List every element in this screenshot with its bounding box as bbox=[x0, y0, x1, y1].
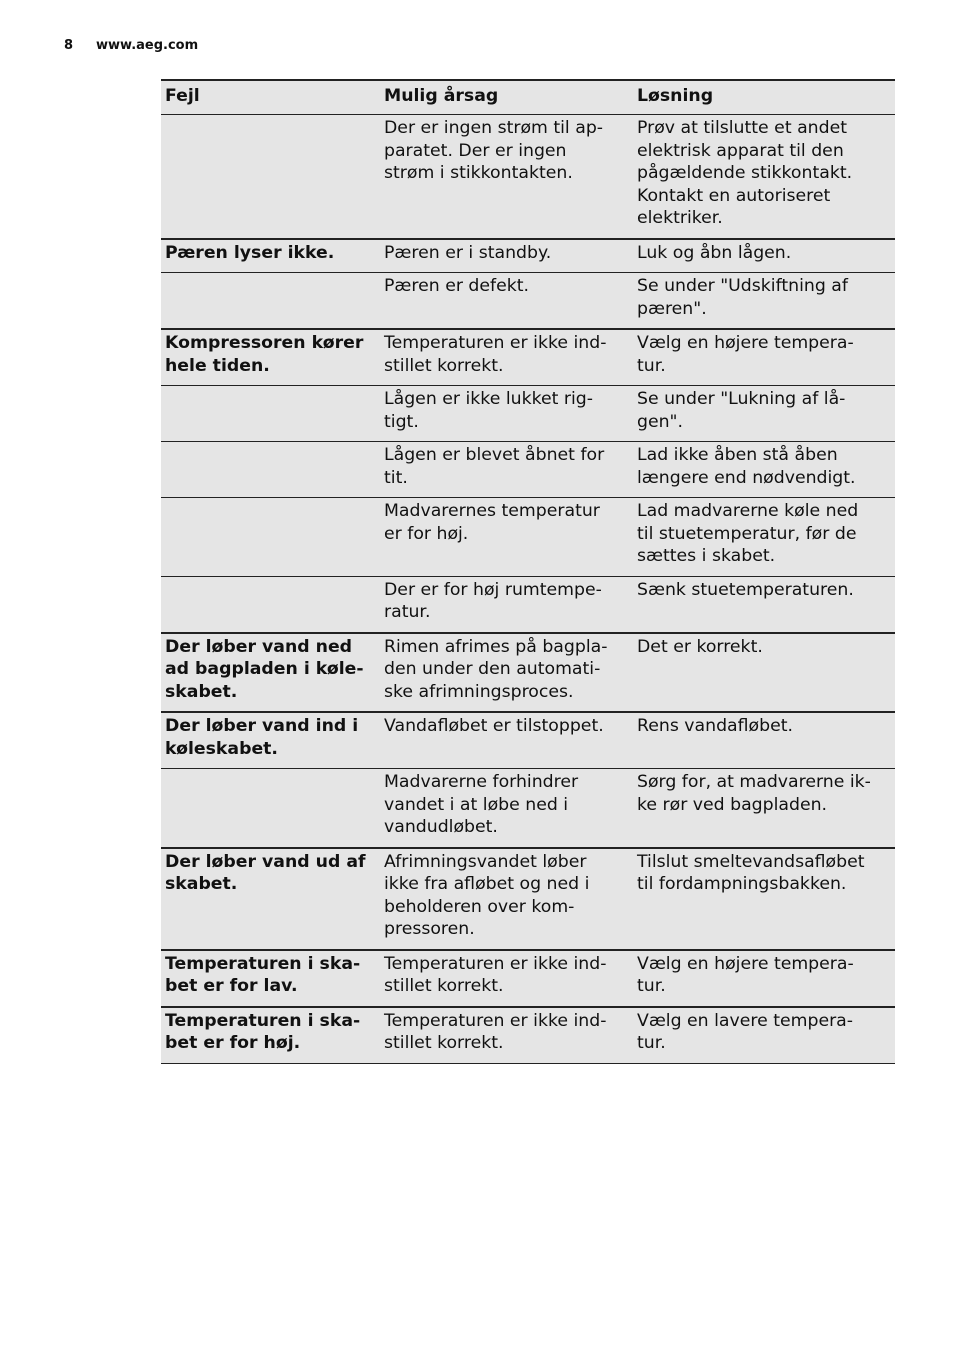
fault-cell: Temperaturen i ska- bet er for høj. bbox=[161, 1007, 380, 1064]
table-row bbox=[161, 115, 895, 239]
fault-cell: Der løber vand ind i køleskabet. bbox=[161, 712, 380, 769]
cause-cell: Der er ingen strøm til ap- paratet. Der er ingen strøm i stikkontakten. bbox=[380, 115, 633, 239]
solution-cell: Rens vandafløbet. bbox=[633, 712, 895, 769]
solution-cell: Sørg for, at madvarerne ik- ke rør ved bagpladen. bbox=[633, 769, 895, 848]
solution-cell: Vælg en højere tempera- tur. bbox=[633, 950, 895, 1007]
cause-cell: Der er for høj rumtempe- ratur. bbox=[380, 576, 633, 633]
fault-cell bbox=[161, 498, 380, 577]
table-row bbox=[161, 576, 895, 633]
table-row bbox=[161, 848, 895, 950]
table-row bbox=[161, 498, 895, 577]
table-header-row bbox=[161, 80, 895, 115]
fault-cell: Pæren lyser ikke. bbox=[161, 239, 380, 273]
cause-cell: Pæren er i standby. bbox=[380, 239, 633, 273]
solution-cell: Tilslut smeltevandsafløbet til fordampningsbakken. bbox=[633, 848, 895, 950]
fault-cell bbox=[161, 576, 380, 633]
solution-cell: Sænk stuetemperaturen. bbox=[633, 576, 895, 633]
table-row bbox=[161, 329, 895, 386]
fault-cell bbox=[161, 769, 380, 848]
table-row bbox=[161, 769, 895, 848]
website-link[interactable]: www.aeg.com bbox=[96, 38, 199, 53]
solution-cell: Vælg en lavere tempera- tur. bbox=[633, 1007, 895, 1064]
cause-cell: Madvarerne forhindrer vandet i at løbe ned i vandudløbet. bbox=[380, 769, 633, 848]
table-body bbox=[161, 115, 895, 1064]
solution-cell: Prøv at tilslutte et andet elektrisk apparat til den pågældende stikkontakt. Kontakt en autoriseret elektriker. bbox=[633, 115, 895, 239]
solution-cell: Lad madvarerne køle ned til stuetemperatur, før de sættes i skabet. bbox=[633, 498, 895, 577]
cause-cell: Temperaturen er ikke ind- stillet korrekt. bbox=[380, 950, 633, 1007]
table-row bbox=[161, 712, 895, 769]
column-header-fault: Fejl bbox=[161, 80, 380, 115]
fault-cell: Der løber vand ud af skabet. bbox=[161, 848, 380, 950]
solution-cell: Vælg en højere tempera- tur. bbox=[633, 329, 895, 386]
column-header-cause: Mulig årsag bbox=[380, 80, 633, 115]
fault-cell bbox=[161, 115, 380, 239]
cause-cell: Temperaturen er ikke ind- stillet korrekt. bbox=[380, 329, 633, 386]
column-header-solution: Løsning bbox=[633, 80, 895, 115]
page-number: 8 bbox=[64, 38, 74, 53]
fault-cell: Kompressoren kører hele tiden. bbox=[161, 329, 380, 386]
cause-cell: Lågen er ikke lukket rig- tigt. bbox=[380, 386, 633, 442]
table-row bbox=[161, 1007, 895, 1064]
fault-cell: Der løber vand ned ad bagpladen i køle- skabet. bbox=[161, 633, 380, 713]
cause-cell: Afrimningsvandet løber ikke fra afløbet og ned i beholderen over kom- pressoren. bbox=[380, 848, 633, 950]
cause-cell: Vandafløbet er tilstoppet. bbox=[380, 712, 633, 769]
table-row bbox=[161, 950, 895, 1007]
table-row bbox=[161, 239, 895, 273]
fault-cell bbox=[161, 273, 380, 330]
cause-cell: Lågen er blevet åbnet for tit. bbox=[380, 442, 633, 498]
solution-cell: Det er korrekt. bbox=[633, 633, 895, 713]
solution-cell: Luk og åbn lågen. bbox=[633, 239, 895, 273]
troubleshooting-table bbox=[161, 79, 895, 1064]
fault-cell bbox=[161, 442, 380, 498]
cause-cell: Temperaturen er ikke ind- stillet korrekt. bbox=[380, 1007, 633, 1064]
table-row bbox=[161, 273, 895, 330]
solution-cell: Lad ikke åben stå åben længere end nødvendigt. bbox=[633, 442, 895, 498]
table-row bbox=[161, 442, 895, 498]
cause-cell: Madvarernes temperatur er for høj. bbox=[380, 498, 633, 577]
table-row bbox=[161, 633, 895, 713]
fault-cell: Temperaturen i ska- bet er for lav. bbox=[161, 950, 380, 1007]
table-row bbox=[161, 386, 895, 442]
fault-cell bbox=[161, 386, 380, 442]
page-header bbox=[64, 38, 198, 53]
cause-cell: Rimen afrimes på bagpla- den under den automati- ske afrimningsproces. bbox=[380, 633, 633, 713]
solution-cell: Se under "Udskiftning af pæren". bbox=[633, 273, 895, 330]
solution-cell: Se under "Lukning af lå- gen". bbox=[633, 386, 895, 442]
cause-cell: Pæren er defekt. bbox=[380, 273, 633, 330]
